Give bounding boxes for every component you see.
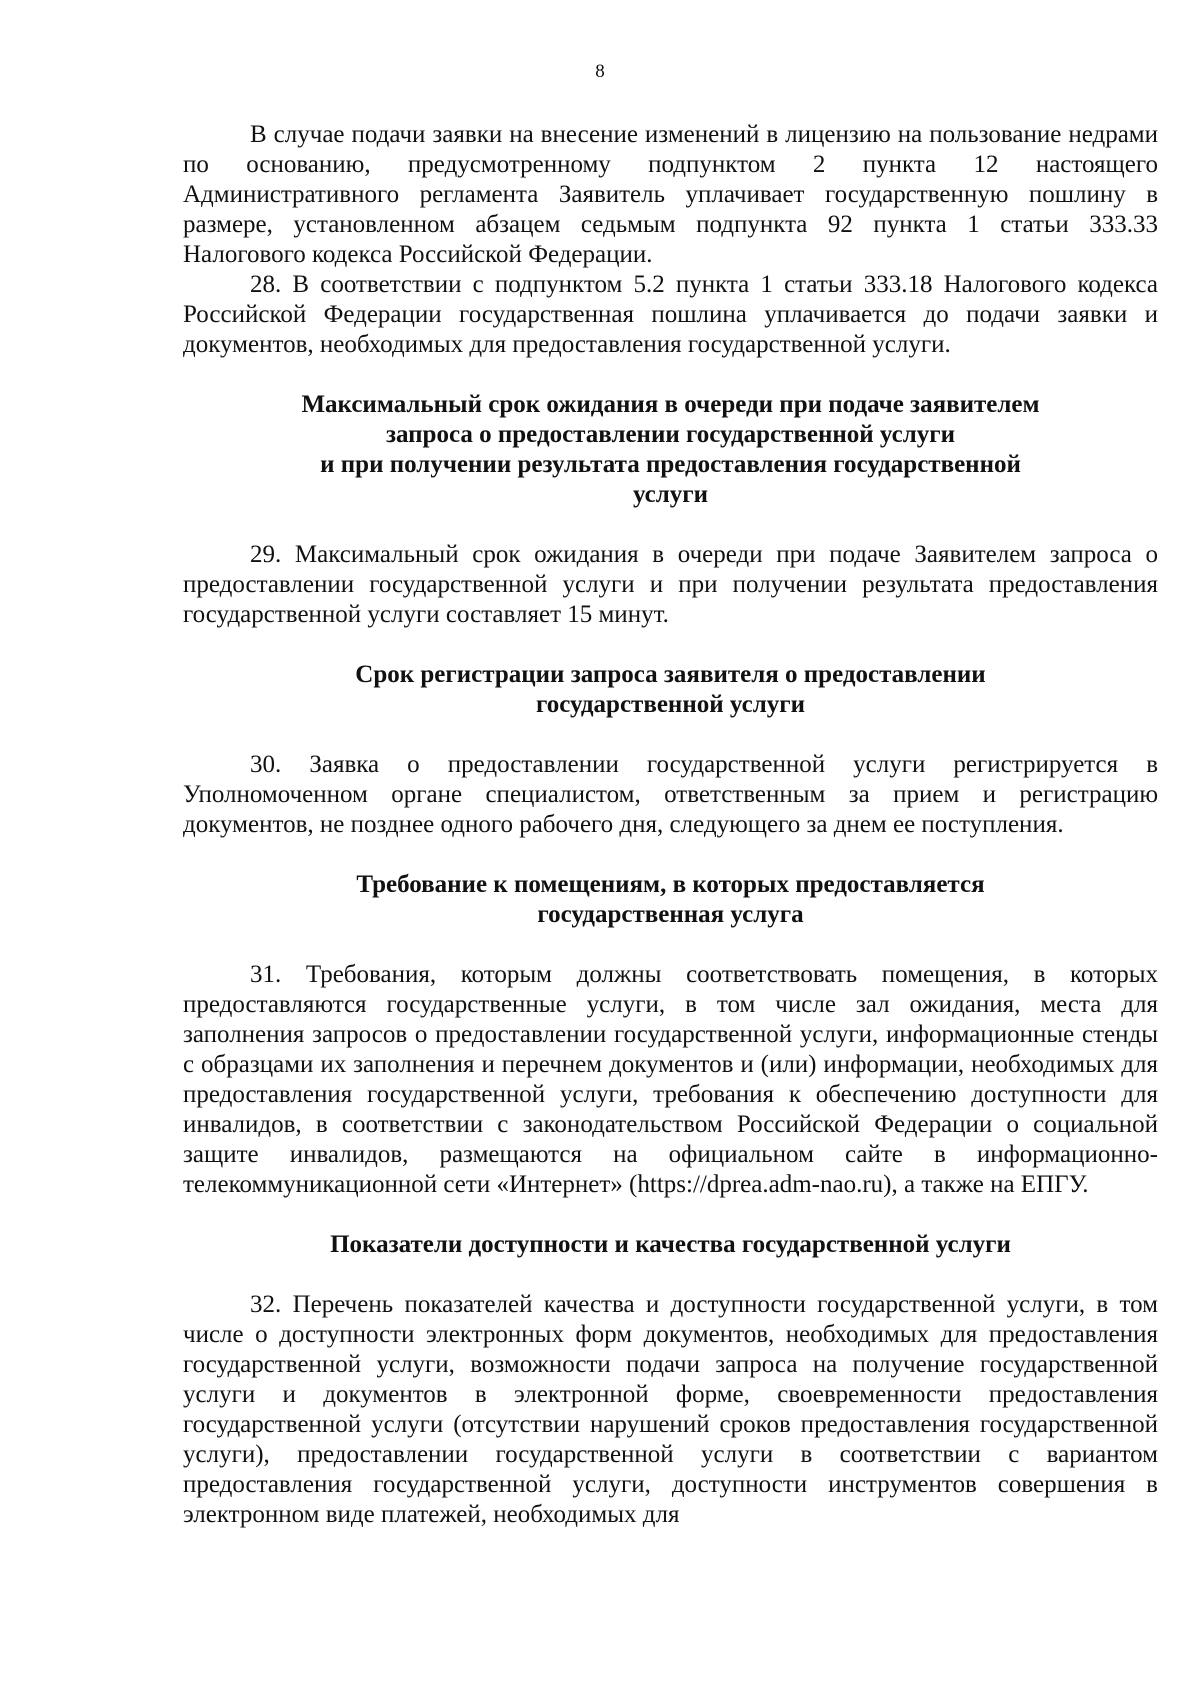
heading-line: государственной услуги bbox=[535, 691, 806, 718]
paragraph-28: 28. В соответствии с подпунктом 5.2 пункта 1 статьи 333.18 Налогового кодекса Российской Федерации государственная пошлина уплачивается до подачи заявки и документов, необходимых для предоставления государственной услуги. bbox=[183, 271, 1158, 358]
heading-registration-term bbox=[183, 660, 1158, 720]
heading-premises-requirements bbox=[183, 870, 1158, 930]
paragraph-32: 32. Перечень показателей качества и доступности государственной услуги, в том числе о доступности электронных форм документов, необходимых для предоставления государственной услуги, возможности подачи запроса на получение государственной услуги и документов в электронной форме, своевременности предоставления государственной услуги (отсутствии нарушений сроков предоставления государственной услуги), предоставлении государственной услуги в соответствии с вариантом предоставления государственной услуги, доступности инструментов совершения в электронном виде платежей, необходимых для bbox=[183, 1291, 1158, 1528]
paragraph-29: 29. Максимальный срок ожидания в очереди при подаче Заявителем запроса о предоставлении государственной услуги и при получении результата предоставления государственной услуги составляет 15 минут. bbox=[183, 541, 1158, 628]
heading-line: государственная услуга bbox=[537, 901, 804, 928]
document-body bbox=[183, 120, 1158, 1530]
heading-max-waiting-time bbox=[183, 390, 1158, 510]
heading-line: услуги bbox=[632, 481, 709, 508]
paragraph-30: 30. Заявка о предоставлении государственной услуги регистрируется в Уполномоченном органе специалистом, ответственным за прием и регистрацию документов, не позднее одного рабочего дня, следующего за днем ее поступления. bbox=[183, 751, 1158, 838]
paragraph-state-fee: В случае подачи заявки на внесение изменений в лицензию на пользование недрами по основанию, предусмотренному подпунктом 2 пункта 12 настоящего Административного регламента Заявитель уплачивает государственную пошлину в размере, установленном абзацем седьмым подпункта 92 пункта 1 статьи 333.33 Налогового кодекса Российской Федерации. bbox=[183, 121, 1158, 268]
heading-line: и при получении результата предоставления государственной bbox=[320, 451, 1021, 478]
heading-line: Показатели доступности и качества государственной услуги bbox=[330, 1231, 1011, 1258]
paragraph-31: 31. Требования, которым должны соответствовать помещения, в которых предоставляются государственные услуги, в том числе зал ожидания, места для заполнения запросов о предоставлении государственной услуги, информационные стенды с образцами их заполнения и перечнем документов и (или) информации, необходимых для предоставления государственной услуги, требования к обеспечению доступности для инвалидов, в соответствии с законодательством Российской Федерации о социальной защите инвалидов, размещаются на официальном сайте в информационно-телекоммуникационной сети «Интернет» (https://dprea.adm-nao.ru), а также на ЕПГУ. bbox=[183, 961, 1158, 1198]
heading-line: Требование к помещениям, в которых предоставляется bbox=[356, 871, 985, 898]
page-number: 8 bbox=[595, 61, 605, 82]
heading-line: Срок регистрации запроса заявителя о предоставлении bbox=[355, 661, 986, 688]
heading-accessibility-indicators bbox=[183, 1230, 1158, 1260]
heading-line: Максимальный срок ожидания в очереди при подаче заявителем bbox=[301, 391, 1040, 418]
heading-line: запроса о предоставлении государственной услуги bbox=[385, 421, 956, 448]
